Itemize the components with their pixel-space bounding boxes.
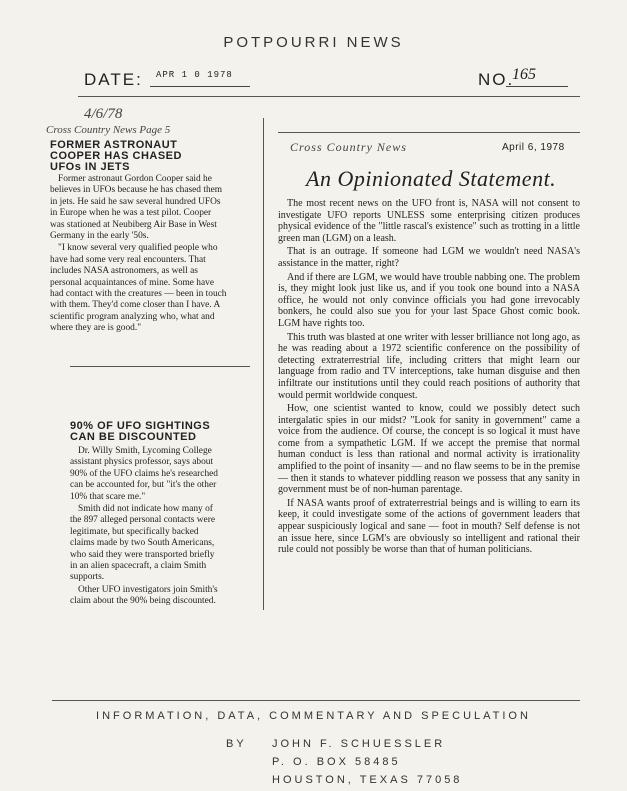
paragraph: The most recent news on the UFO front is, NASA will not consent to investigate UFO reports UNLESS some enterprising citizen produces physical evidence of the "little rascal's existence" such as trotting in a little green man (LGM) on a leash.: [278, 198, 580, 244]
paragraph: If NASA wants proof of extraterrestrial beings and is willing to earn its keep, it could investigate some of the actions of government leaders that appear suspiciously logical and sane — foot in mouth? Self defense is not an issue here, since LGM's are obviously so intelligent and rational their rule could not possibly be worse than that of human politicians.: [278, 497, 580, 556]
footer-by: BY: [226, 738, 247, 750]
footer-box: P. O. BOX 58485: [272, 756, 401, 768]
opinion-article: [278, 198, 580, 558]
cooper-article: [50, 174, 228, 336]
article-top-rule: [278, 132, 580, 133]
footer-tagline: INFORMATION, DATA, COMMENTARY AND SPECULATION: [96, 710, 531, 722]
paragraph: This truth was blasted at one writer with lesser brilliance not long ago, as he was reading about a 1972 scientific conference on the possibility of detecting extraterrestrial life, including critters that might learn our language from radio and TV interceptions, take human disguise and then infiltrate our institutions until they could reach positions of authority that would permit worldwide conquest.: [278, 331, 580, 401]
clip-source: Cross Country News Page 5: [46, 124, 171, 136]
paragraph: How, one scientist wanted to know, could we possibly detect such intergalatic spies in our midst? "Look for sanity in government" came a voice from the audience. Of course, the concept is so logical it must have come from a sympathetic LGM. If we accept the premise that normal human conduct is less than rational and normal activity is irrationality amplified to the point of insanity — and no flaw seems to be in the premise — then it stands to whatever piddling reason we possess that any sanity in government must be of non-human parentage.: [278, 403, 580, 496]
handwritten-date: 4/6/78: [84, 106, 123, 122]
article-source: Cross Country News: [290, 140, 407, 154]
cooper-headline: FORMER ASTRONAUT COOPER HAS CHASED UFOs IN JETS: [50, 139, 182, 173]
masthead-title: POTPOURRI NEWS: [223, 34, 404, 51]
date-label: DATE:: [84, 70, 143, 89]
footer-rule: [52, 700, 580, 701]
footer-city: HOUSTON, TEXAS 77058: [272, 774, 463, 786]
paragraph: That is an outrage. If someone had LGM we wouldn't need NASA's assistance in the matter, right?: [278, 246, 580, 269]
date-stamp: APR 1 0 1978: [156, 70, 233, 80]
date-underline: [150, 86, 250, 87]
article-date: April 6, 1978: [502, 142, 565, 153]
issue-number-label: NO.: [478, 70, 515, 89]
article-title: An Opinionated Statement.: [306, 166, 557, 191]
paragraph: Dr. Willy Smith, Lycoming College assistant physics professor, says about 90% of the UFO claims he's researched can be accounted for, but "it's the other 10% that scare me.": [70, 446, 218, 502]
header-divider: [78, 96, 580, 97]
paragraph: Smith did not indicate how many of the 897 alleged personal contacts were legitimate, but specifically backed claims made by two South Americans, who said they were transported briefly in an alien spacecraft, a claim Smith supports.: [70, 504, 215, 583]
paragraph: Other UFO investigators join Smith's claim about the 90% being discounted.: [70, 584, 218, 607]
clip-end-rule: [70, 366, 250, 367]
column-separator: [263, 118, 264, 610]
sightings-article: [70, 446, 224, 609]
paragraph: And if there are LGM, we would have trouble nabbing one. The problem is, they might look just like us, and if you took one bound into a NASA office, he would not only convince officials you had gone irrevocably bonkers, he could also sue you for your last Space Ghost comic book. LGM have rights too.: [278, 271, 580, 329]
issue-number-underline: [506, 86, 568, 87]
sightings-headline: 90% OF UFO SIGHTINGS CAN BE DISCOUNTED: [70, 420, 211, 443]
paragraph: "I know several very qualified people who have had some very real encounters. That includes NASA astronomers, as well as personal acquaintances of mine. Some have had contact with the creatures — been in touch with them. They'd come closer than I have. A scientific program analyzing who, what and where they are is good.": [50, 243, 227, 334]
paragraph: Former astronaut Gordon Cooper said he believes in UFOs because he has chased them in jets. He said he saw several hundred UFOs in Europe when he was a test pilot. Cooper was stationed at Neubiberg Air Base in West Germany in the early '50s.: [50, 174, 223, 242]
issue-number-value: 165: [512, 66, 536, 83]
footer-name: JOHN F. SCHUESSLER: [272, 738, 446, 750]
